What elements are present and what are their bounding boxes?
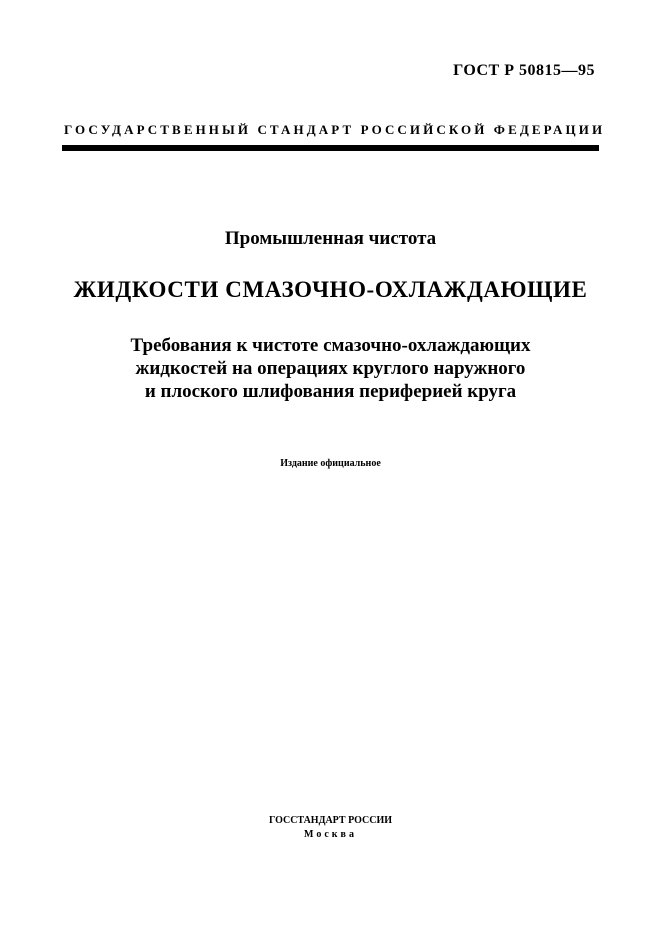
subtitle-line: Требования к чистоте смазочно-охлаждающих [130, 335, 531, 356]
document-title: ЖИДКОСТИ СМАЗОЧНО-ОХЛАЖДАЮЩИЕ [73, 277, 588, 302]
standard-header: ГОСУДАРСТВЕННЫЙ СТАНДАРТ РОССИЙСКОЙ ФЕДЕРАЦИИ [64, 122, 606, 137]
publisher-block [0, 814, 661, 842]
document-number: ГОСТ Р 50815—95 [453, 62, 595, 79]
subtitle-line: жидкостей на операциях круглого наружного [135, 358, 526, 379]
publisher-city: Москва [304, 829, 357, 840]
subtitle-line: и плоского шлифования периферией круга [144, 381, 517, 402]
edition-label: Издание официальное [280, 458, 381, 469]
document-subtitle [0, 334, 661, 403]
document-subject: Промышленная чистота [224, 228, 437, 249]
publisher-name: ГОССТАНДАРТ РОССИИ [268, 815, 393, 826]
header-rule [62, 145, 599, 151]
